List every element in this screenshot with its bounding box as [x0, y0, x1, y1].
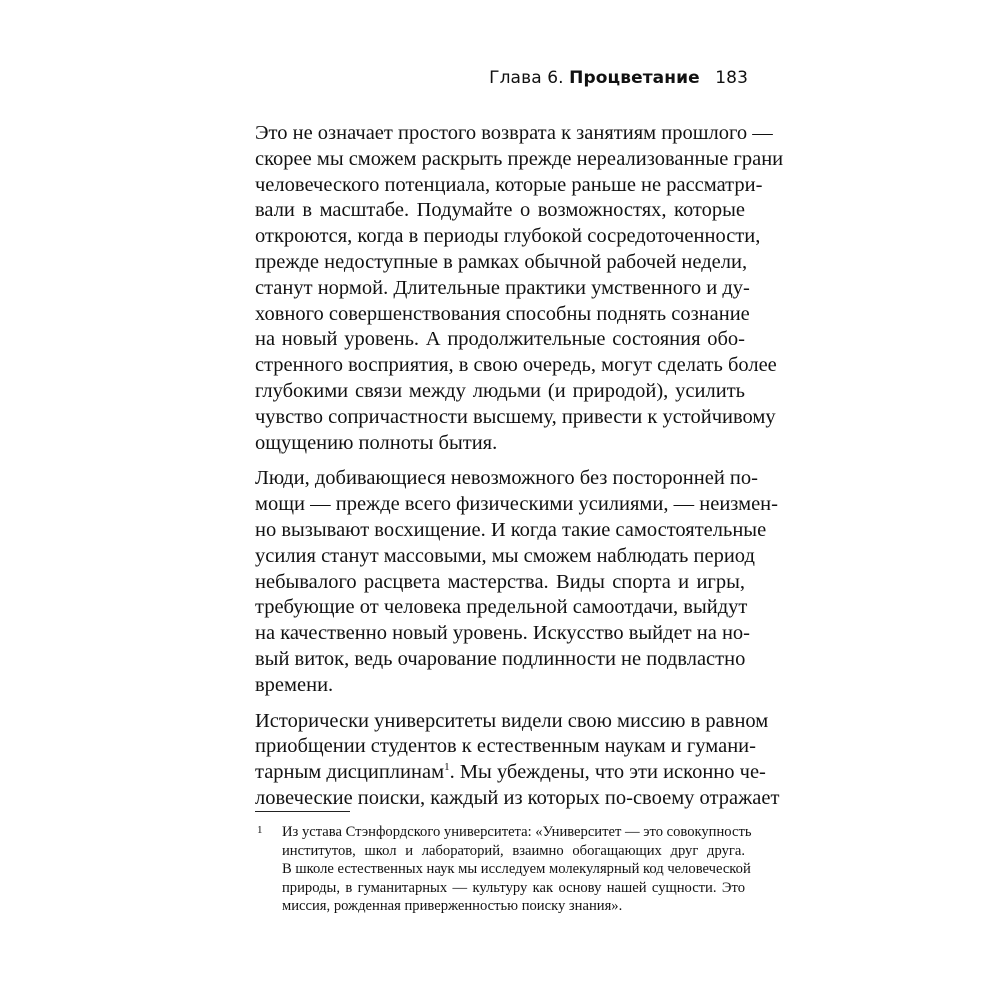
running-head — [489, 66, 748, 90]
text-line: времени. — [255, 673, 334, 696]
text-line: на новый уровень. А продолжительные состояния обо- — [255, 328, 745, 351]
text-fragment: тарным дисциплинам — [255, 761, 445, 784]
footnote-line: Из устава Стэнфордского университета: «Университет — это совокупность — [282, 824, 752, 840]
text-line: чувство сопричастности высшему, привести к устойчивому — [255, 405, 776, 428]
footnote-line: природы, в гуманитарных — культуру как основу нашей сущности. Это — [282, 879, 745, 896]
footnote-divider — [255, 811, 350, 812]
text-line: тарным дисциплинам$^1$. Мы убеждены, что эти исконно че- — [255, 761, 766, 784]
text-line: прежде недоступные в рамках обычной рабочей недели, — [255, 250, 748, 273]
text-line: Люди, добивающиеся невозможного без посторонней по- — [255, 467, 758, 490]
text-line: приобщении студентов к естественным наукам и гумани- — [255, 735, 756, 758]
text-line: Это не означает простого возврата к занятиям прошлого — — [255, 122, 773, 144]
text-line: на качественно новый уровень. Искусство выйдет на но- — [255, 622, 750, 645]
text-line: ощущению полноты бытия. — [255, 431, 498, 454]
text-line: глубокими связи между людьми (и природой), усилить — [255, 379, 745, 402]
text-line: откроются, когда в периоды глубокой сосредоточенности, — [255, 225, 761, 248]
text-line: Исторически университеты видели свою миссию в равном — [255, 709, 769, 732]
text-line: человеческого потенциала, которые раньше не рассматри- — [255, 173, 763, 196]
text-fragment: Мы убеждены, что эти исконно че- — [459, 761, 766, 784]
body-text — [255, 121, 784, 812]
footnote-line: институтов, школ и лабораторий, взаимно обогащающих друг друга. — [282, 842, 745, 859]
text-line: ховного совершенствования способны поднять сознание — [255, 302, 750, 325]
text-line: стренного восприятия, в свою очередь, могут сделать более — [255, 354, 777, 377]
text-line: требующие от человека предельной самоотдачи, выйдут — [255, 596, 748, 619]
chapter-title: Процветание — [569, 68, 700, 88]
text-line: ловеческие поиски, каждый из которых по-своему отражает — [255, 786, 780, 809]
chapter-label: Глава 6. — [489, 68, 564, 88]
footnote-line: В школе естественных наук мы исследуем молекулярный код человеческой — [282, 861, 751, 878]
footnote-line: миссия, рожденная приверженностью поиску знания». — [282, 898, 623, 915]
footnote-marker: 1 — [257, 824, 263, 836]
footnote-reference[interactable]: 1 — [444, 761, 450, 774]
paragraph — [255, 121, 784, 456]
text-line: мощи — прежде всего физическими усилиями, — неизмен- — [255, 493, 778, 516]
text-line: небывалого расцвета мастерства. Виды спорта и игры, — [255, 570, 745, 593]
text-line: скорее мы сможем раскрыть прежде нереализованные грани — [255, 147, 784, 170]
page-number: 183 — [715, 68, 748, 88]
paragraph — [255, 709, 780, 812]
paragraph — [255, 466, 778, 698]
text-line: вый виток, ведь очарование подлинности не подвластно — [255, 647, 746, 670]
text-line: но вызывают восхищение. И когда такие самостоятельные — [255, 518, 767, 541]
footnote — [255, 823, 752, 916]
text-line: станут нормой. Длительные практики умственного и ду- — [255, 276, 750, 299]
text-line: вали в масштабе. Подумайте о возможностях, которые — [255, 199, 745, 222]
text-line: усилия станут массовыми, мы сможем наблюдать период — [255, 544, 755, 567]
